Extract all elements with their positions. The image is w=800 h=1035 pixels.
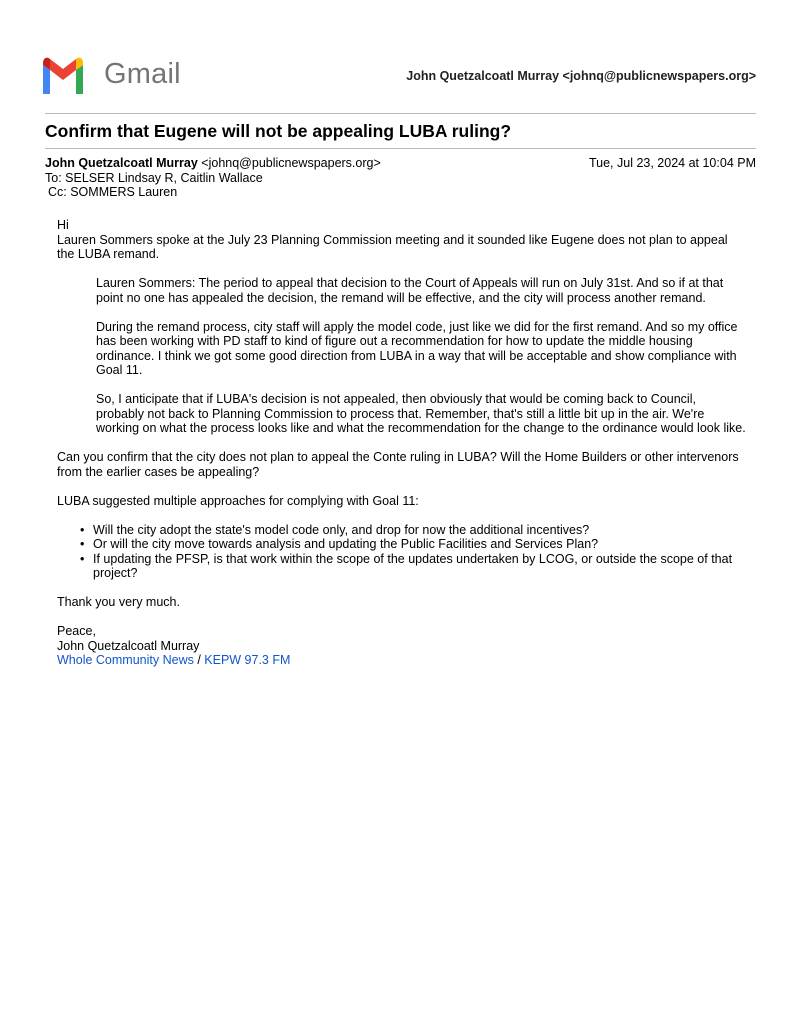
sender-email: <johnq@publicnewspapers.org>	[201, 156, 381, 170]
list-item-text: Will the city adopt the state's model code only, and drop for now the additional incentives?	[93, 522, 590, 537]
approaches-intro: LUBA suggested multiple approaches for complying with Goal 11:	[57, 493, 419, 508]
quote-paragraph: Lauren Sommers: The period to appeal that decision to the Court of Appeals will run on July 31st. And so if at that point no one has appealed the decision, the remand will be effective, and the city will process another remand.	[96, 276, 724, 305]
bullet-icon: •	[80, 522, 85, 537]
gmail-wordmark: Gmail	[104, 58, 181, 90]
gmail-logo-icon	[40, 56, 86, 94]
list-item	[76, 552, 747, 581]
email-subject: Confirm that Eugene will not be appealing LUBA ruling?	[45, 121, 512, 141]
approaches-list	[57, 523, 747, 581]
bullet-icon: •	[80, 537, 85, 551]
intro-paragraph: Lauren Sommers spoke at the July 23 Planning Commission meeting and it sounded like Eugene does not plan to appeal the LUBA remand.	[57, 232, 728, 261]
kepw-link[interactable]: KEPW 97.3 FM	[204, 653, 291, 667]
to-recipients: To: SELSER Lindsay R, Caitlin Wallace	[45, 170, 263, 185]
signature-name: John Quetzalcoatl Murray	[57, 638, 200, 653]
subject-divider	[45, 148, 756, 149]
sender-name: John Quetzalcoatl Murray	[45, 156, 198, 170]
quoted-remarks	[96, 276, 746, 436]
account-label: John Quetzalcoatl Murray <johnq@publicnewspapers.org>	[406, 69, 756, 83]
signoff-line: Peace,	[57, 624, 96, 638]
question-paragraph: Can you confirm that the city does not plan to appeal the Conte ruling in LUBA? Will the Home Builders or other intervenors from the earlier cases be appealing?	[57, 450, 739, 479]
cc-recipients: Cc: SOMMERS Lauren	[48, 185, 178, 199]
bullet-icon: •	[80, 551, 85, 566]
quote-paragraph: So, I anticipate that if LUBA's decision is not appealed, then obviously that would be coming back to Council, probably not back to Planning Commission to process that. Remember, that's still a little bit up in the air. We're working on what the process looks like and what the recommendation for the change to the ordinance would look like.	[96, 392, 746, 435]
list-item	[76, 537, 747, 552]
signature-links	[57, 653, 747, 668]
message-header	[45, 156, 756, 200]
header-divider	[45, 113, 756, 114]
print-header	[40, 52, 756, 98]
link-separator: /	[193, 653, 205, 667]
whole-community-news-link[interactable]: Whole Community News	[57, 653, 194, 667]
message-date: Tue, Jul 23, 2024 at 10:04 PM	[588, 156, 756, 170]
message-body	[57, 218, 747, 668]
greeting: Hi	[57, 218, 69, 232]
sender-row	[45, 156, 756, 171]
list-item-text: Or will the city move towards analysis and updating the Public Facilities and Services Plan?	[93, 537, 599, 551]
quote-paragraph: During the remand process, city staff will apply the model code, just like we did for the first remand. And so my office has been working with PD staff to kind of figure out a recommendation for how to update the middle housing ordinance. I think we got some good direction from LUBA in a way that will be acceptable and show compliance with Goal 11.	[96, 319, 738, 377]
thanks-line: Thank you very much.	[57, 595, 180, 609]
list-item	[76, 523, 747, 538]
list-item-text: If updating the PFSP, is that work within the scope of the updates undertaken by LCOG, or outside the scope of that project?	[93, 551, 733, 580]
